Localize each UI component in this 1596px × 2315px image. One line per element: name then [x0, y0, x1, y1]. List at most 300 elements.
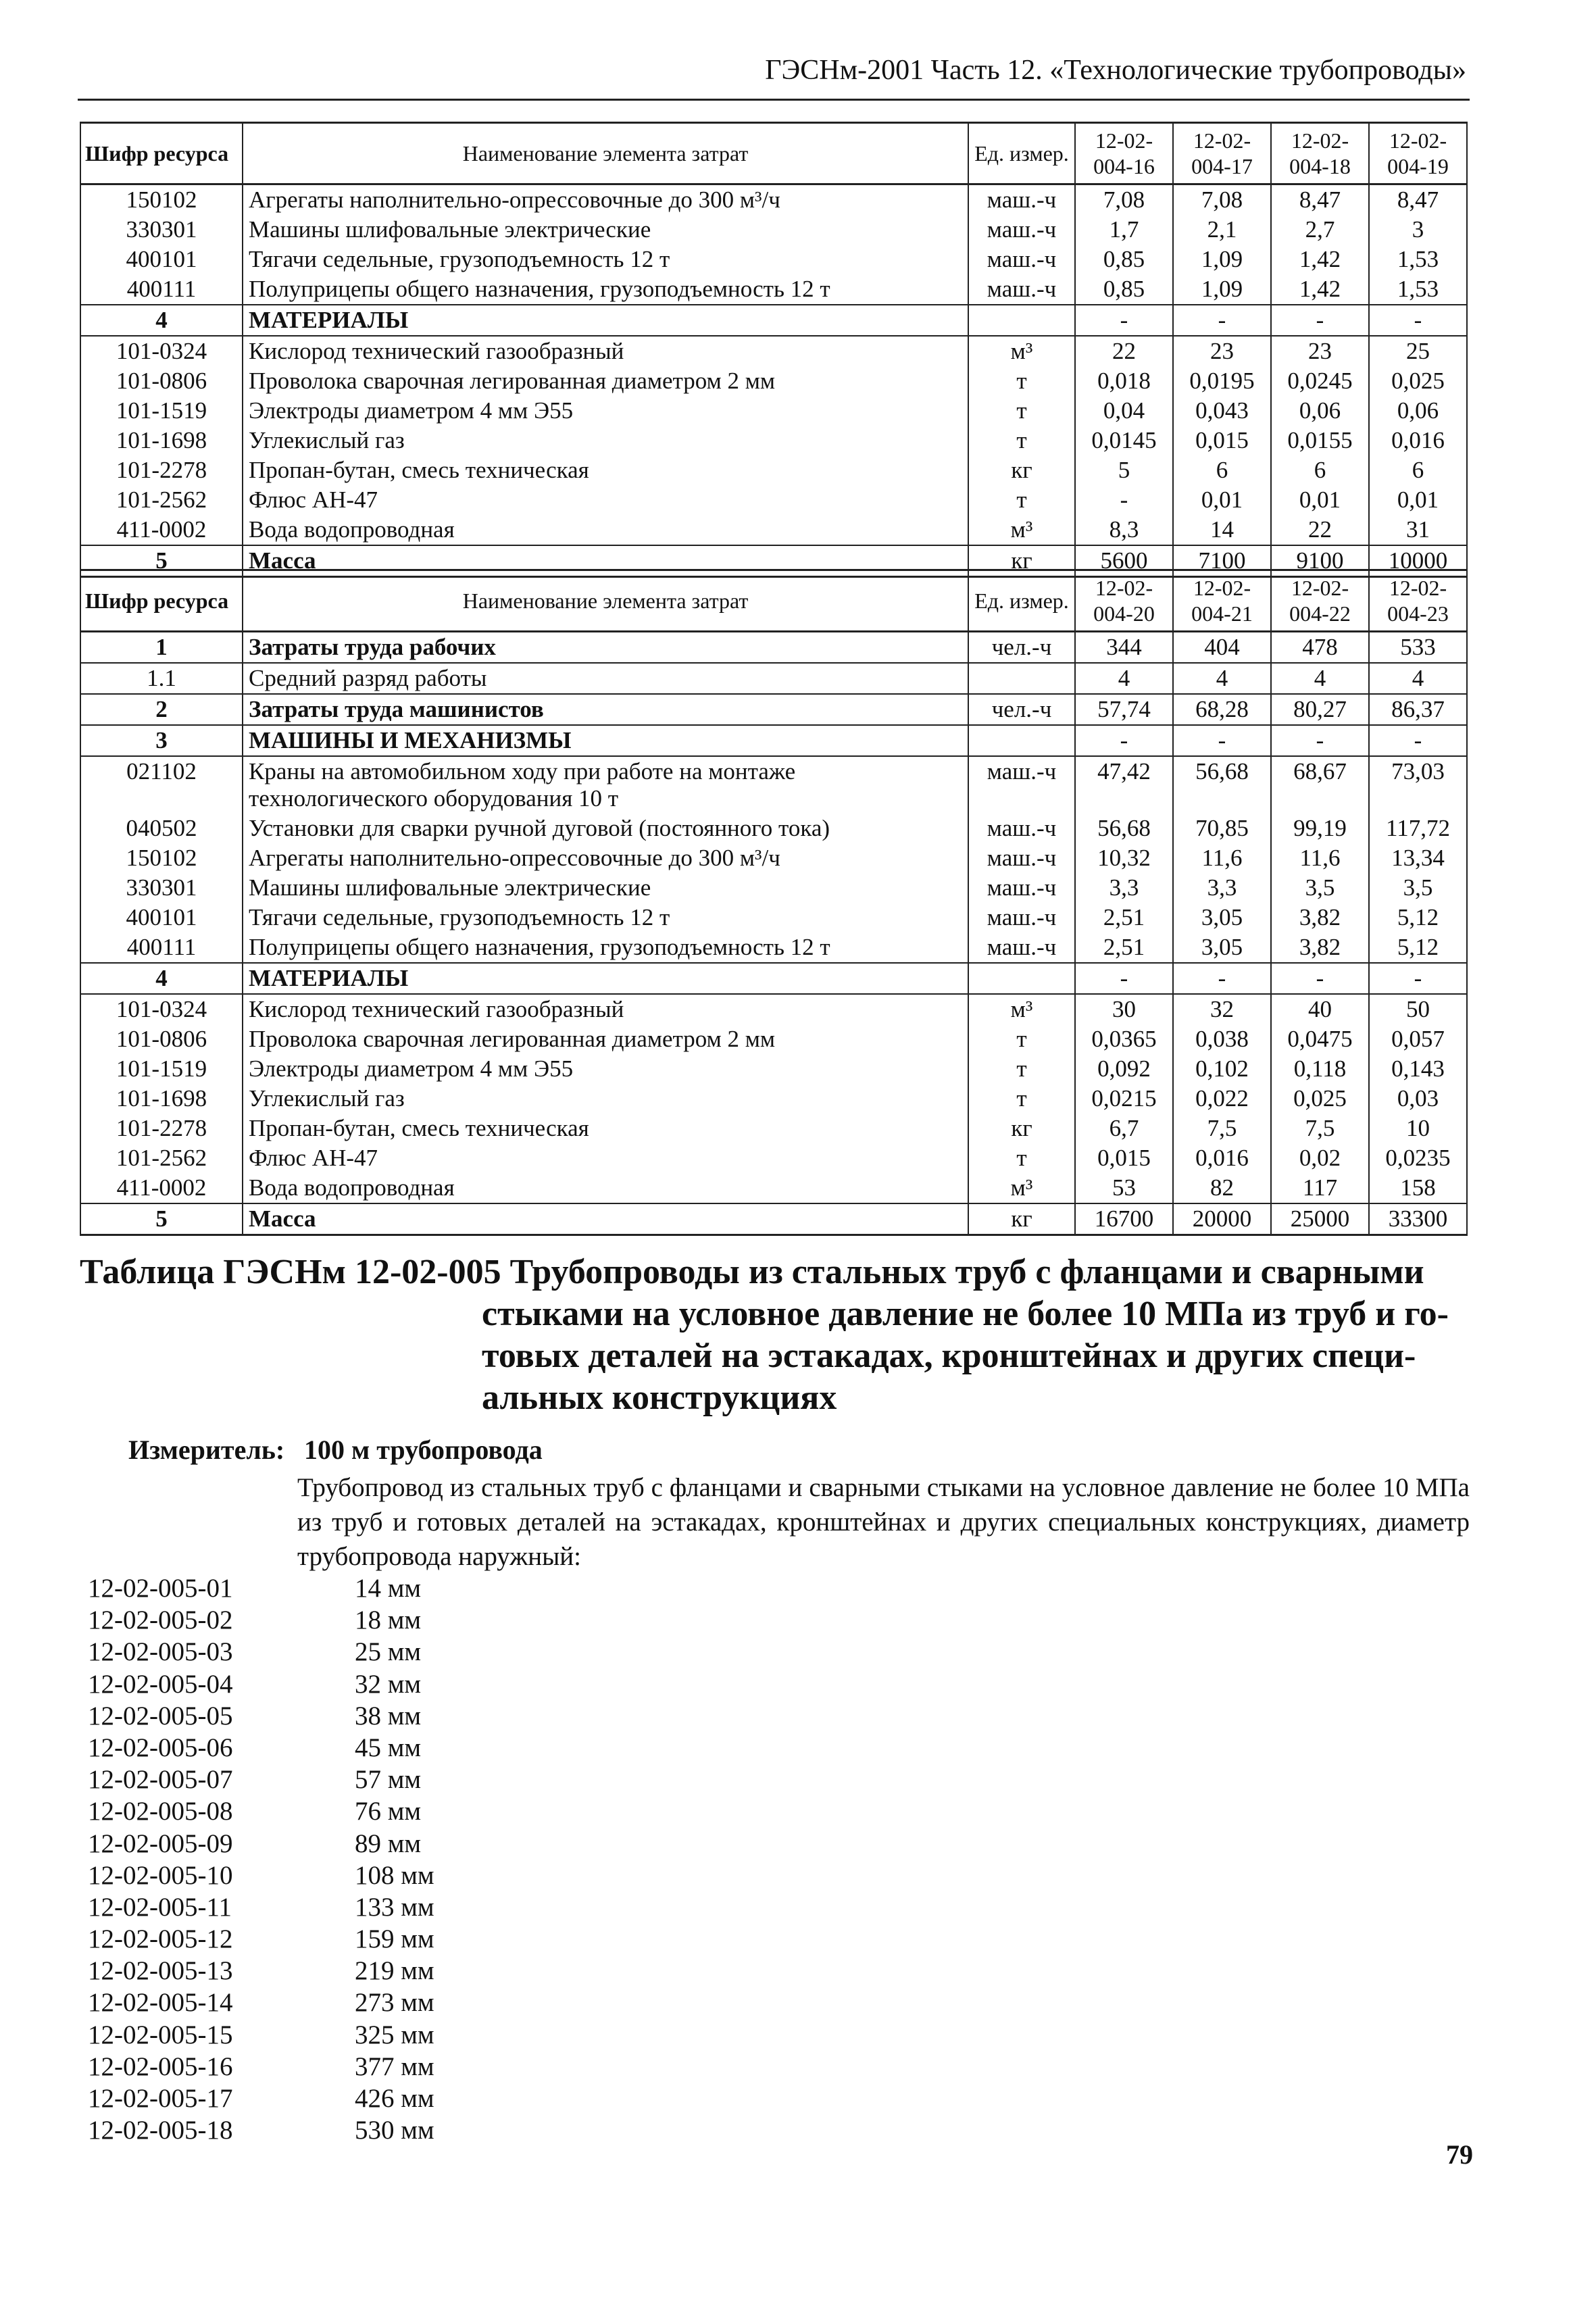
list-item — [88, 1795, 434, 1827]
value-cell: 478 — [1271, 632, 1369, 664]
table-row — [80, 515, 1467, 545]
value-cell: 7,08 — [1075, 184, 1173, 216]
value-cell: 533 — [1369, 632, 1467, 664]
value-cell: 1,53 — [1369, 274, 1467, 305]
value-cell: 68,28 — [1173, 694, 1271, 725]
value-cell: 57,74 — [1075, 694, 1173, 725]
value-cell: 4 — [1369, 663, 1467, 694]
value-cell: 0,025 — [1271, 1084, 1369, 1114]
value-cell: 30 — [1075, 994, 1173, 1024]
table-header-row — [80, 570, 1467, 632]
rate-code: 12-02-005-10 — [88, 1860, 233, 1890]
value-cell: 3 — [1369, 215, 1467, 245]
unit-cell: чел.-ч — [968, 694, 1075, 725]
pipe-diameter: 25 мм — [355, 1637, 422, 1667]
pipe-diameter: 57 мм — [355, 1765, 422, 1795]
value-cell: 0,0245 — [1271, 366, 1369, 396]
resource-code: 101-1698 — [80, 426, 243, 455]
value-cell: 0,85 — [1075, 245, 1173, 274]
value-cell: 117,72 — [1369, 814, 1467, 843]
value-cell: 16700 — [1075, 1203, 1173, 1235]
value-cell: 3,05 — [1173, 932, 1271, 963]
value-cell: - — [1271, 305, 1369, 336]
value-cell: - — [1369, 963, 1467, 994]
cost-element-name: Пропан-бутан, смесь техническая — [243, 455, 968, 485]
unit-cell: маш.-ч — [968, 756, 1075, 814]
unit-cell: м³ — [968, 515, 1075, 545]
resource-code: 400101 — [80, 245, 243, 274]
value-cell: - — [1271, 963, 1369, 994]
pipe-diameter: 325 мм — [355, 2020, 434, 2049]
table-row — [80, 1173, 1467, 1203]
value-cell: 0,118 — [1271, 1054, 1369, 1084]
value-cell: 0,143 — [1369, 1054, 1467, 1084]
col-header-rate: 12-02-004-23 — [1369, 570, 1467, 632]
col-header-rate: 12-02-004-17 — [1173, 123, 1271, 184]
cost-element-name: Средний разряд работы — [243, 663, 968, 694]
table-row — [80, 245, 1467, 274]
value-cell: 2,51 — [1075, 903, 1173, 932]
value-cell: 0,04 — [1075, 396, 1173, 426]
value-cell: 4 — [1271, 663, 1369, 694]
cost-element-name: Машины шлифовальные электрические — [243, 873, 968, 903]
table-row — [80, 694, 1467, 725]
table-row — [80, 336, 1467, 366]
value-cell: 47,42 — [1075, 756, 1173, 814]
unit-cell: маш.-ч — [968, 873, 1075, 903]
value-cell: 0,018 — [1075, 366, 1173, 396]
unit-cell — [968, 305, 1075, 336]
unit-cell: м³ — [968, 1173, 1075, 1203]
value-cell: 0,0475 — [1271, 1024, 1369, 1054]
pipe-diameter: 426 мм — [355, 2084, 434, 2113]
value-cell: 1,09 — [1173, 274, 1271, 305]
section-title — [80, 1251, 1472, 1419]
cost-element-name: Кислород технический газообразный — [243, 336, 968, 366]
pipe-diameter: 89 мм — [355, 1828, 422, 1858]
value-cell: 4 — [1173, 663, 1271, 694]
value-cell: 73,03 — [1369, 756, 1467, 814]
value-cell: 20000 — [1173, 1203, 1271, 1235]
unit-cell: т — [968, 485, 1075, 515]
value-cell: 32 — [1173, 994, 1271, 1024]
rate-code: 12-02-005-07 — [88, 1765, 233, 1795]
unit-cell: маш.-ч — [968, 274, 1075, 305]
resource-code: 5 — [80, 1203, 243, 1235]
cost-element-name: Электроды диаметром 4 мм Э55 — [243, 1054, 968, 1084]
cost-element-name: МАТЕРИАЛЫ — [243, 963, 968, 994]
page-number: 79 — [1446, 2139, 1473, 2170]
list-item — [88, 1923, 434, 1955]
table-row — [80, 903, 1467, 932]
cost-element-name: Агрегаты наполнительно-опрессовочные до 300 м³/ч — [243, 843, 968, 873]
list-item — [88, 2114, 434, 2146]
value-cell: 0,043 — [1173, 396, 1271, 426]
value-cell: 0,85 — [1075, 274, 1173, 305]
value-cell: 0,057 — [1369, 1024, 1467, 1054]
value-cell: 86,37 — [1369, 694, 1467, 725]
value-cell: 2,51 — [1075, 932, 1173, 963]
value-cell: 404 — [1173, 632, 1271, 664]
pipe-diameter: 273 мм — [355, 1988, 434, 2018]
value-cell: 0,0145 — [1075, 426, 1173, 455]
cost-element-name: Затраты труда рабочих — [243, 632, 968, 664]
list-item — [88, 2019, 434, 2051]
unit-cell — [968, 663, 1075, 694]
table-row — [80, 184, 1467, 216]
col-header-unit: Ед. измер. — [968, 570, 1075, 632]
table-row — [80, 1114, 1467, 1143]
table-row — [80, 873, 1467, 903]
value-cell: 3,5 — [1271, 873, 1369, 903]
resource-code: 101-2562 — [80, 1143, 243, 1173]
list-item — [88, 1668, 434, 1700]
value-cell: 50 — [1369, 994, 1467, 1024]
value-cell: 99,19 — [1271, 814, 1369, 843]
unit-cell: кг — [968, 1203, 1075, 1235]
resource-code: 411-0002 — [80, 1173, 243, 1203]
value-cell: 5,12 — [1369, 932, 1467, 963]
value-cell: 2,7 — [1271, 215, 1369, 245]
unit-cell: маш.-ч — [968, 843, 1075, 873]
unit-cell — [968, 725, 1075, 756]
resource-code: 2 — [80, 694, 243, 725]
measure-line — [128, 1434, 543, 1466]
unit-cell: маш.-ч — [968, 245, 1075, 274]
resource-code: 330301 — [80, 215, 243, 245]
list-item — [88, 1987, 434, 2018]
table-row — [80, 756, 1467, 814]
cost-element-name: Вода водопроводная — [243, 515, 968, 545]
unit-cell: чел.-ч — [968, 632, 1075, 664]
unit-cell: маш.-ч — [968, 903, 1075, 932]
value-cell: 0,0235 — [1369, 1143, 1467, 1173]
value-cell: 4 — [1075, 663, 1173, 694]
cost-element-name: Полуприцепы общего назначения, грузоподъемность 12 т — [243, 932, 968, 963]
col-header-rate: 12-02-004-19 — [1369, 123, 1467, 184]
value-cell: 6 — [1271, 455, 1369, 485]
value-cell: 1,09 — [1173, 245, 1271, 274]
resource-code: 1.1 — [80, 663, 243, 694]
value-cell: 0,102 — [1173, 1054, 1271, 1084]
value-cell: 22 — [1271, 515, 1369, 545]
resource-code: 101-0324 — [80, 336, 243, 366]
value-cell: 3,05 — [1173, 903, 1271, 932]
value-cell: 70,85 — [1173, 814, 1271, 843]
pipe-diameter: 219 мм — [355, 1956, 434, 1986]
resource-code: 150102 — [80, 843, 243, 873]
rate-code: 12-02-005-05 — [88, 1701, 233, 1731]
table-row — [80, 843, 1467, 873]
col-header-rate: 12-02-004-18 — [1271, 123, 1369, 184]
value-cell: 0,092 — [1075, 1054, 1173, 1084]
unit-cell: т — [968, 366, 1075, 396]
value-cell: 158 — [1369, 1173, 1467, 1203]
table-row — [80, 305, 1467, 336]
col-header-code: Шифр ресурса — [80, 570, 243, 632]
cost-element-name: Масса — [243, 545, 968, 577]
resource-code: 4 — [80, 305, 243, 336]
value-cell: 25000 — [1271, 1203, 1369, 1235]
value-cell: 6 — [1369, 455, 1467, 485]
value-cell: 0,06 — [1271, 396, 1369, 426]
cost-element-name: Углекислый газ — [243, 426, 968, 455]
value-cell: 0,015 — [1075, 1143, 1173, 1173]
pipe-diameter: 76 мм — [355, 1797, 422, 1826]
table-row — [80, 725, 1467, 756]
value-cell: 9100 — [1271, 545, 1369, 577]
value-cell: 5600 — [1075, 545, 1173, 577]
rate-code: 12-02-005-01 — [88, 1574, 233, 1603]
value-cell: - — [1271, 725, 1369, 756]
pipe-diameter: 377 мм — [355, 2051, 434, 2081]
section-title-line: товых деталей на эстакадах, кронштейнах и других специ- — [482, 1337, 1416, 1375]
table-row — [80, 663, 1467, 694]
table-row — [80, 1143, 1467, 1173]
rate-code: 12-02-005-04 — [88, 1669, 233, 1699]
value-cell: 0,06 — [1369, 396, 1467, 426]
cost-element-name: МАШИНЫ И МЕХАНИЗМЫ — [243, 725, 968, 756]
value-cell: - — [1173, 963, 1271, 994]
description-text: Трубопровод из стальных труб с фланцами и сварными стыками на условное давление не более 10 МПа из труб и готовых деталей на эстакадах, кронштейнах и других специальных конструкциях, диаметр трубопровода наружный: — [297, 1473, 1470, 1571]
value-cell: 0,025 — [1369, 366, 1467, 396]
rate-code: 12-02-005-15 — [88, 2020, 233, 2049]
table-row — [80, 1084, 1467, 1114]
unit-cell: т — [968, 426, 1075, 455]
resource-code: 101-1519 — [80, 1054, 243, 1084]
unit-cell: т — [968, 1143, 1075, 1173]
list-item — [88, 1572, 434, 1604]
cost-element-name: Тягачи седельные, грузоподъемность 12 т — [243, 903, 968, 932]
pipe-diameter: 133 мм — [355, 1892, 434, 1922]
resource-code: 1 — [80, 632, 243, 664]
value-cell: 7,5 — [1173, 1114, 1271, 1143]
rate-code: 12-02-005-08 — [88, 1797, 233, 1826]
cost-element-name: Краны на автомобильном ходу при работе на монтаже технологического оборудования 10 т — [243, 756, 968, 814]
value-cell: 25 — [1369, 336, 1467, 366]
col-header-rate: 12-02-004-20 — [1075, 570, 1173, 632]
value-cell: 0,015 — [1173, 426, 1271, 455]
value-cell: 0,03 — [1369, 1084, 1467, 1114]
cost-element-name: Тягачи седельные, грузоподъемность 12 т — [243, 245, 968, 274]
resource-code: 150102 — [80, 184, 243, 216]
list-item — [88, 1636, 434, 1668]
resource-code: 040502 — [80, 814, 243, 843]
value-cell: 56,68 — [1173, 756, 1271, 814]
cost-element-name: Флюс АН-47 — [243, 485, 968, 515]
value-cell: 53 — [1075, 1173, 1173, 1203]
value-cell: 23 — [1271, 336, 1369, 366]
resource-code: 411-0002 — [80, 515, 243, 545]
list-item — [88, 1891, 434, 1923]
value-cell: 33300 — [1369, 1203, 1467, 1235]
resource-code: 4 — [80, 963, 243, 994]
table-row — [80, 1203, 1467, 1235]
unit-cell: кг — [968, 455, 1075, 485]
unit-cell: м³ — [968, 336, 1075, 366]
value-cell: 0,01 — [1369, 485, 1467, 515]
value-cell: 56,68 — [1075, 814, 1173, 843]
value-cell: 10,32 — [1075, 843, 1173, 873]
value-cell: 68,67 — [1271, 756, 1369, 814]
table-row — [80, 396, 1467, 426]
cost-element-name: Масса — [243, 1203, 968, 1235]
table-row — [80, 366, 1467, 396]
value-cell: 117 — [1271, 1173, 1369, 1203]
value-cell: 11,6 — [1173, 843, 1271, 873]
value-cell: 7,08 — [1173, 184, 1271, 216]
table-row — [80, 932, 1467, 963]
rate-code: 12-02-005-12 — [88, 1924, 233, 1954]
value-cell: 23 — [1173, 336, 1271, 366]
list-item — [88, 1955, 434, 1987]
col-header-rate: 12-02-004-16 — [1075, 123, 1173, 184]
value-cell: 31 — [1369, 515, 1467, 545]
pipe-diameter: 32 мм — [355, 1669, 422, 1699]
measure-label: Измеритель: — [128, 1435, 285, 1465]
table-header-row — [80, 123, 1467, 184]
pipe-diameter: 530 мм — [355, 2116, 434, 2145]
value-cell: 8,47 — [1369, 184, 1467, 216]
table-row — [80, 994, 1467, 1024]
value-cell: - — [1173, 725, 1271, 756]
resource-code: 400101 — [80, 903, 243, 932]
running-header: ГЭСНм-2001 Часть 12. «Технологические трубопроводы» — [765, 55, 1466, 86]
value-cell: 3,82 — [1271, 903, 1369, 932]
cost-element-name: Углекислый газ — [243, 1084, 968, 1114]
header-rule — [78, 99, 1470, 101]
unit-cell: маш.-ч — [968, 814, 1075, 843]
code-list — [88, 1572, 434, 2146]
value-cell: 0,038 — [1173, 1024, 1271, 1054]
list-item — [88, 2083, 434, 2114]
resource-code: 101-2562 — [80, 485, 243, 515]
table-row — [80, 814, 1467, 843]
cost-element-name: Машины шлифовальные электрические — [243, 215, 968, 245]
value-cell: - — [1075, 485, 1173, 515]
resource-code: 101-1698 — [80, 1084, 243, 1114]
rate-code: 12-02-005-03 — [88, 1637, 233, 1667]
unit-cell: м³ — [968, 994, 1075, 1024]
pipe-diameter: 108 мм — [355, 1860, 434, 1890]
table-row — [80, 1024, 1467, 1054]
rate-code: 12-02-005-06 — [88, 1733, 233, 1762]
table-row — [80, 426, 1467, 455]
rate-code: 12-02-005-17 — [88, 2084, 233, 2113]
table-row — [80, 455, 1467, 485]
value-cell: 40 — [1271, 994, 1369, 1024]
resource-code: 330301 — [80, 873, 243, 903]
value-cell: 3,3 — [1173, 873, 1271, 903]
unit-cell: т — [968, 1024, 1075, 1054]
resource-code: 101-0806 — [80, 366, 243, 396]
section-title-line: стыками на условное давление не более 10 МПа из труб и го- — [482, 1295, 1449, 1333]
rate-code: 12-02-005-11 — [88, 1892, 232, 1922]
resource-code: 101-0324 — [80, 994, 243, 1024]
cost-element-name: Пропан-бутан, смесь техническая — [243, 1114, 968, 1143]
rate-code: 12-02-005-09 — [88, 1828, 233, 1858]
value-cell: - — [1075, 725, 1173, 756]
col-header-name: Наименование элемента затрат — [243, 123, 968, 184]
pipe-diameter: 14 мм — [355, 1574, 422, 1603]
value-cell: 5,12 — [1369, 903, 1467, 932]
col-header-code: Шифр ресурса — [80, 123, 243, 184]
value-cell: 0,0195 — [1173, 366, 1271, 396]
col-header-name: Наименование элемента затрат — [243, 570, 968, 632]
list-item — [88, 1860, 434, 1891]
list-item — [88, 1700, 434, 1732]
value-cell: 3,5 — [1369, 873, 1467, 903]
value-cell: 6 — [1173, 455, 1271, 485]
unit-cell: кг — [968, 545, 1075, 577]
table-row — [80, 632, 1467, 664]
value-cell: 0,01 — [1173, 485, 1271, 515]
resource-code: 400111 — [80, 274, 243, 305]
col-header-unit: Ед. измер. — [968, 123, 1075, 184]
resource-code: 400111 — [80, 932, 243, 963]
resource-code: 5 — [80, 545, 243, 577]
list-item — [88, 1828, 434, 1860]
value-cell: 0,01 — [1271, 485, 1369, 515]
table-row — [80, 215, 1467, 245]
resource-code: 101-2278 — [80, 455, 243, 485]
value-cell: - — [1075, 963, 1173, 994]
value-cell: - — [1075, 305, 1173, 336]
col-header-rate: 12-02-004-21 — [1173, 570, 1271, 632]
resource-code: 101-2278 — [80, 1114, 243, 1143]
value-cell: 0,016 — [1173, 1143, 1271, 1173]
rate-code: 12-02-005-18 — [88, 2116, 233, 2145]
value-cell: 7100 — [1173, 545, 1271, 577]
cost-element-name: МАТЕРИАЛЫ — [243, 305, 968, 336]
list-item — [88, 1764, 434, 1795]
list-item — [88, 2051, 434, 2083]
unit-cell: т — [968, 1054, 1075, 1084]
unit-cell: маш.-ч — [968, 215, 1075, 245]
resource-table-1 — [80, 122, 1468, 578]
unit-cell: т — [968, 396, 1075, 426]
cost-element-name: Кислород технический газообразный — [243, 994, 968, 1024]
cost-element-name: Агрегаты наполнительно-опрессовочные до 300 м³/ч — [243, 184, 968, 216]
unit-cell — [968, 963, 1075, 994]
value-cell: 0,016 — [1369, 426, 1467, 455]
rate-code: 12-02-005-13 — [88, 1956, 233, 1986]
pipe-diameter: 159 мм — [355, 1924, 434, 1954]
value-cell: 8,47 — [1271, 184, 1369, 216]
unit-cell: маш.-ч — [968, 184, 1075, 216]
value-cell: 0,02 — [1271, 1143, 1369, 1173]
table-row — [80, 1054, 1467, 1084]
resource-code: 101-1519 — [80, 396, 243, 426]
section-title-line: Таблица ГЭСНм 12-02-005 Трубопроводы из стальных труб с фланцами и сварными — [80, 1253, 1424, 1291]
cost-element-name: Проволока сварочная легированная диаметром 2 мм — [243, 1024, 968, 1054]
table-row — [80, 274, 1467, 305]
value-cell: 11,6 — [1271, 843, 1369, 873]
table-row — [80, 485, 1467, 515]
rate-code: 12-02-005-16 — [88, 2051, 233, 2081]
cost-element-name: Вода водопроводная — [243, 1173, 968, 1203]
value-cell: - — [1369, 305, 1467, 336]
rate-code: 12-02-005-14 — [88, 1988, 233, 2018]
cost-element-name: Флюс АН-47 — [243, 1143, 968, 1173]
cost-element-name: Электроды диаметром 4 мм Э55 — [243, 396, 968, 426]
value-cell: 1,53 — [1369, 245, 1467, 274]
rate-code: 12-02-005-02 — [88, 1605, 233, 1635]
resource-code: 021102 — [80, 756, 243, 814]
measure-value: 100 м трубопровода — [304, 1435, 543, 1465]
value-cell: - — [1369, 725, 1467, 756]
value-cell: 1,7 — [1075, 215, 1173, 245]
